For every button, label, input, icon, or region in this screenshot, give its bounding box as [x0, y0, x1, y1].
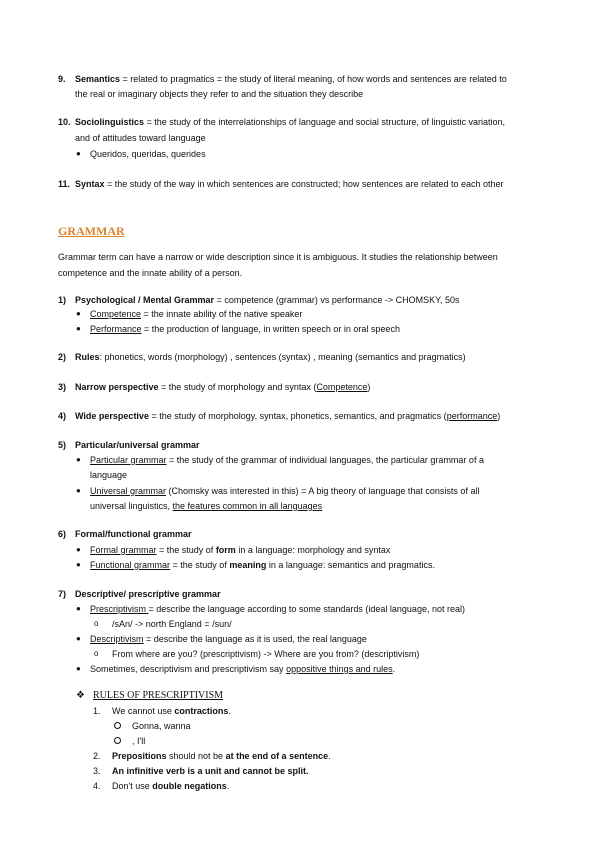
list-item: Sometimes, descriptivism and prescriptivism say oppositive things and rules. [90, 664, 396, 674]
bullet-icon: ● [76, 324, 81, 333]
item-number: 9. [58, 74, 66, 84]
rule-item: Don't use double negations. [112, 781, 230, 791]
list-item-cont: language [90, 470, 128, 480]
diamond-bullet-icon: ❖ [76, 690, 85, 701]
item-formal-functional: Formal/functional grammar [75, 529, 192, 539]
list-item: Descriptivism = describe the language as it is used, the real language [90, 634, 367, 644]
item-rules: Rules: phonetics, words (morphology) , sentences (syntax) , meaning (semantics and pragmatics) [75, 352, 466, 362]
list-item: Functional grammar = the study of meaning in a language: semantics and pragmatics. [90, 560, 435, 570]
section-heading: GRAMMAR [58, 224, 125, 238]
item-number: 2. [93, 751, 101, 761]
list-item: Competence = the innate ability of the native speaker [90, 309, 303, 319]
circle-bullet-icon: o [94, 619, 99, 628]
bullet-icon: ● [76, 545, 81, 554]
bullet-icon: ● [76, 455, 81, 464]
sub-list-item: /sAn/ -> north England = /sun/ [112, 619, 232, 629]
item-number: 1) [58, 295, 67, 305]
item-number: 5) [58, 440, 67, 450]
intro-text-cont: competence and the innate ability of a person. [58, 268, 243, 278]
item-number: 4. [93, 781, 101, 791]
item-number: 7) [58, 589, 67, 599]
item-sociolinguistics-cont: and of attitudes toward language [75, 133, 206, 143]
item-number: 1. [93, 706, 101, 716]
ring-bullet-icon [114, 722, 121, 729]
rule-item: We cannot use contractions. [112, 706, 231, 716]
list-item: Prescriptivism = describe the language according to some standards (ideal language, not real) [90, 604, 465, 614]
item-semantics-cont: the real or imaginary objects they refer to and the situation they describe [75, 89, 364, 99]
bullet-icon: ● [76, 560, 81, 569]
item-number: 2) [58, 352, 67, 362]
item-descriptive-prescriptive: Descriptive/ prescriptive grammar [75, 589, 221, 599]
list-item: Universal grammar (Chomsky was interested in this) = A big theory of language that consists of all [90, 486, 480, 496]
list-item: Performance = the production of language, in written speech or in oral speech [90, 324, 400, 334]
item-mental-grammar: Psychological / Mental Grammar = competence (grammar) vs performance -> CHOMSKY, 50s [75, 295, 460, 305]
item-number: 4) [58, 411, 67, 421]
item-narrow: Narrow perspective = the study of morphology and syntax (Competence) [75, 382, 371, 392]
ring-bullet-icon [114, 737, 121, 744]
item-wide: Wide perspective = the study of morphology, syntax, phonetics, semantics, and pragmatics (performance) [75, 411, 501, 421]
item-particular-universal: Particular/universal grammar [75, 440, 200, 450]
sub-list-item: , I'll [132, 736, 146, 746]
subsection-heading: RULES OF PRESCRIPTIVISM [93, 690, 224, 701]
bullet-icon: ● [76, 486, 81, 495]
bullet-icon: ● [76, 604, 81, 613]
list-item: Formal grammar = the study of form in a language: morphology and syntax [90, 545, 391, 555]
rule-item: An infinitive verb is a unit and cannot be split. [112, 766, 309, 776]
list-item: Queridos, queridas, querides [90, 149, 206, 159]
bullet-icon: ● [76, 664, 81, 673]
list-item-cont: universal linguistics, the features common in all languages [90, 501, 323, 511]
sub-list-item: From where are you? (prescriptivism) -> Where are you from? (descriptivism) [112, 649, 420, 659]
item-number: 11. [58, 179, 71, 189]
item-number: 3) [58, 382, 67, 392]
bullet-icon: ● [76, 149, 81, 158]
bullet-icon: ● [76, 634, 81, 643]
item-number: 6) [58, 529, 67, 539]
item-number: 3. [93, 766, 101, 776]
rule-item: Prepositions should not be at the end of a sentence. [112, 751, 331, 761]
bullet-icon: ● [76, 309, 81, 318]
item-syntax: Syntax = the study of the way in which sentences are constructed; how sentences are related to each other [75, 179, 504, 189]
intro-text: Grammar term can have a narrow or wide description since it is ambiguous. It studies the relationship between [58, 252, 498, 262]
sub-list-item: Gonna, wanna [132, 721, 191, 731]
item-number: 10. [58, 117, 71, 127]
item-sociolinguistics: Sociolinguistics = the study of the interrelationships of language and social structure, of linguistic variation, [75, 117, 505, 127]
item-semantics: Semantics = related to pragmatics = the study of literal meaning, of how words and sentences are related to [75, 74, 507, 84]
circle-bullet-icon: o [94, 649, 99, 658]
list-item: Particular grammar = the study of the grammar of individual languages, the particular grammar of a [90, 455, 484, 465]
